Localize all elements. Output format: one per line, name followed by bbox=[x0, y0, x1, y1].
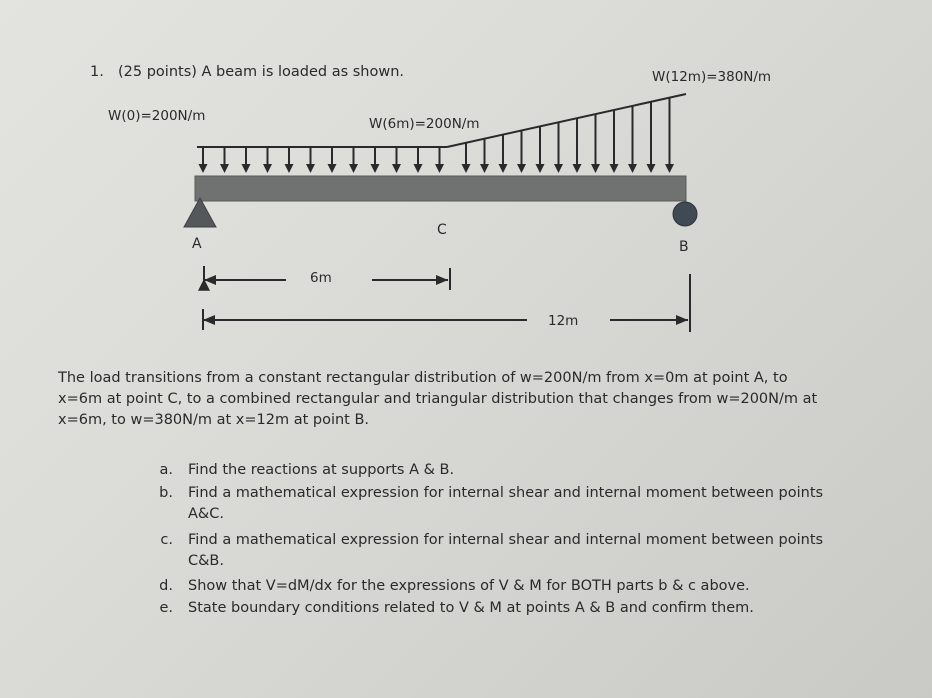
load-label-w0: W(0)=200N/m bbox=[108, 108, 206, 124]
load-arrow-head bbox=[435, 164, 444, 173]
task-marker: c. bbox=[160, 532, 173, 548]
load-arrow-head bbox=[285, 164, 294, 173]
pin-support-a bbox=[184, 198, 216, 227]
dim-12m-arrow-left bbox=[203, 315, 215, 325]
dim-12m-arrow-right bbox=[676, 315, 688, 325]
load-arrow-head bbox=[392, 164, 401, 173]
task-marker: d. bbox=[159, 578, 173, 594]
beam bbox=[195, 176, 686, 201]
task-text: Show that V=dM/dx for the expressions of V & M for BOTH parts b & c above. bbox=[188, 578, 750, 594]
point-label-b: B bbox=[679, 239, 689, 255]
load-arrow-head bbox=[242, 164, 251, 173]
task-marker: e. bbox=[159, 600, 173, 616]
load-arrow-head bbox=[328, 164, 337, 173]
dim-6m-arrow-left bbox=[204, 275, 216, 285]
load-label-w12: W(12m)=380N/m bbox=[652, 69, 772, 85]
load-arrow-head bbox=[220, 164, 229, 173]
load-arrow-head bbox=[480, 164, 489, 173]
load-arrow-head bbox=[536, 164, 545, 173]
point-label-a: A bbox=[192, 236, 202, 252]
description-line: x=6m, to w=380N/m at x=12m at point B. bbox=[58, 412, 370, 428]
load-arrow-head bbox=[517, 164, 526, 173]
dimension-label-12m: 12m bbox=[548, 313, 579, 329]
load-description bbox=[58, 368, 868, 431]
dim-6m-arrow-right bbox=[436, 275, 448, 285]
task-marker: b. bbox=[159, 485, 173, 501]
load-arrow-head bbox=[306, 164, 315, 173]
load-arrow-head bbox=[371, 164, 380, 173]
load-arrow-head bbox=[665, 164, 674, 173]
task-text: Find a mathematical expression for internal shear and internal moment between points bbox=[188, 485, 824, 501]
load-arrow-head bbox=[199, 164, 208, 173]
task-text: State boundary conditions related to V & M at points A & B and confirm them. bbox=[188, 600, 754, 616]
task-text: Find the reactions at supports A & B. bbox=[188, 462, 455, 478]
question-number: 1. bbox=[90, 64, 104, 80]
load-arrow-head bbox=[591, 164, 600, 173]
description-line: The load transitions from a constant rectangular distribution of w=200N/m from x=0m at point A, to bbox=[58, 370, 788, 386]
point-label-c: C bbox=[437, 222, 447, 238]
task-marker: a. bbox=[159, 462, 173, 478]
question-heading: (25 points) A beam is loaded as shown. bbox=[118, 64, 405, 80]
task-text-cont: A&C. bbox=[188, 506, 224, 522]
load-arrow-head bbox=[628, 164, 637, 173]
load-arrow-head bbox=[414, 164, 423, 173]
description-line: x=6m at point C, to a combined rectangular and triangular distribution that changes from w=200N/m at bbox=[58, 391, 818, 407]
load-arrow-head bbox=[573, 164, 582, 173]
load-arrow-head bbox=[499, 164, 508, 173]
dimension-label-6m: 6m bbox=[310, 270, 332, 286]
load-arrow-head bbox=[610, 164, 619, 173]
load-arrow-head bbox=[462, 164, 471, 173]
load-label-w6: W(6m)=200N/m bbox=[369, 116, 480, 132]
roller-support-b bbox=[673, 202, 697, 226]
load-arrow-head bbox=[554, 164, 563, 173]
load-arrow-head bbox=[263, 164, 272, 173]
task-text-cont: C&B. bbox=[188, 553, 224, 569]
load-arrow-head bbox=[349, 164, 358, 173]
load-arrow-head bbox=[647, 164, 656, 173]
load-arrows bbox=[199, 98, 675, 173]
task-text: Find a mathematical expression for internal shear and internal moment between points bbox=[188, 532, 824, 548]
